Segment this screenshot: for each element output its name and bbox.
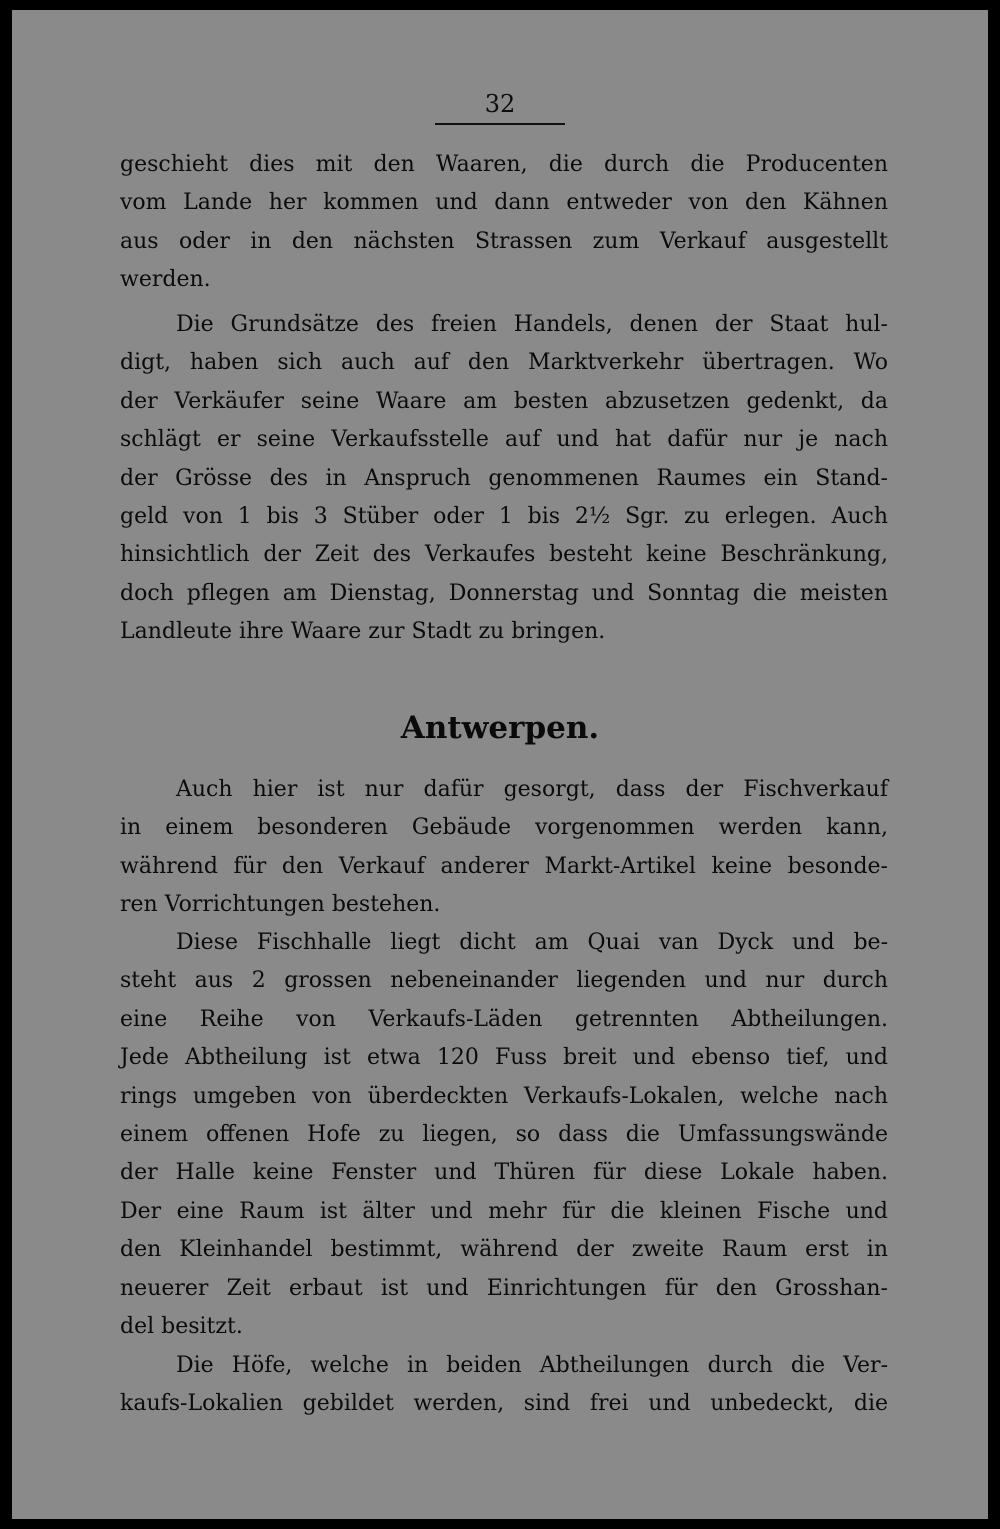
- text-line: der Halle keine Fenster und Thüren für diese Lokale haben.: [120, 1160, 888, 1186]
- text-line: Der eine Raum ist älter und mehr für die kleinen Fische und: [120, 1198, 888, 1224]
- text-line: kaufs-Lokalien gebildet werden, sind frei und unbedeckt, die: [120, 1391, 888, 1417]
- paragraph-fish-sale: [120, 771, 888, 925]
- text-line: in einem besonderen Gebäude vorgenommen werden kann,: [120, 815, 888, 841]
- text-line: eine Reihe von Verkaufs-Läden getrennten Abtheilungen.: [120, 1006, 888, 1032]
- text-line: Jede Abtheilung ist etwa 120 Fuss breit und ebenso tief, und: [120, 1045, 888, 1071]
- text-line: ren Vorrichtungen bestehen.: [120, 892, 441, 918]
- header-rule: [435, 123, 565, 125]
- page-number: 32: [484, 90, 516, 118]
- text-line: Die Höfe, welche in beiden Abtheilungen durch die Ver-: [176, 1353, 888, 1378]
- text-line: der Grösse des in Anspruch genommenen Raumes ein Stand-: [120, 465, 888, 491]
- text-line: aus oder in den nächsten Strassen zum Verkauf ausgestellt: [120, 228, 888, 254]
- text-line: vom Lande her kommen und dann entweder von den Kähnen: [120, 190, 888, 216]
- text-line: während für den Verkauf anderer Markt-Artikel keine besonde-: [120, 853, 888, 879]
- text-line: Auch hier ist nur dafür gesorgt, dass der Fischverkauf: [176, 777, 888, 802]
- text-line: schlägt er seine Verkaufsstelle auf und hat dafür nur je nach: [120, 427, 888, 453]
- text-line: der Verkäufer seine Waare am besten abzusetzen gedenkt, da: [120, 388, 888, 414]
- text-line: neuerer Zeit erbaut ist und Einrichtungen für den Grosshan-: [120, 1275, 888, 1301]
- text-line: steht aus 2 grossen nebeneinander liegenden und nur durch: [120, 968, 888, 994]
- text-line: werden.: [120, 267, 211, 293]
- scanned-page: [12, 10, 988, 1519]
- text-line: geld von 1 bis 3 Stüber oder 1 bis 2½ Sgr. zu erlegen. Auch: [120, 504, 888, 530]
- text-line: hinsichtlich der Zeit des Verkaufes besteht keine Beschränkung,: [120, 542, 888, 568]
- text-line: Diese Fischhalle liegt dicht am Quai van Dyck und be-: [176, 930, 888, 955]
- text-line: geschieht dies mit den Waaren, die durch die Producenten: [120, 152, 888, 177]
- section-heading: Antwerpen.: [400, 710, 600, 746]
- text-line: doch pflegen am Dienstag, Donnerstag und Sonntag die meisten: [120, 580, 888, 606]
- text-line: digt, haben sich auch auf den Marktverkehr übertragen. Wo: [120, 350, 888, 376]
- paragraph-courtyards: [120, 1347, 888, 1424]
- text-line: den Kleinhandel bestimmt, während der zweite Raum erst in: [120, 1237, 888, 1263]
- paragraph-continuation: [120, 146, 888, 300]
- text-line: Die Grundsätze des freien Handels, denen der Staat hul-: [176, 312, 888, 337]
- paragraph-fish-hall: [120, 924, 888, 1346]
- text-line: del besitzt.: [120, 1314, 243, 1340]
- text-line: Landleute ihre Waare zur Stadt zu bringen.: [120, 619, 606, 645]
- text-line: einem offenen Hofe zu liegen, so dass die Umfassungswände: [120, 1122, 888, 1148]
- paragraph-free-trade: [120, 306, 888, 652]
- text-line: rings umgeben von überdeckten Verkaufs-Lokalen, welche nach: [120, 1083, 888, 1109]
